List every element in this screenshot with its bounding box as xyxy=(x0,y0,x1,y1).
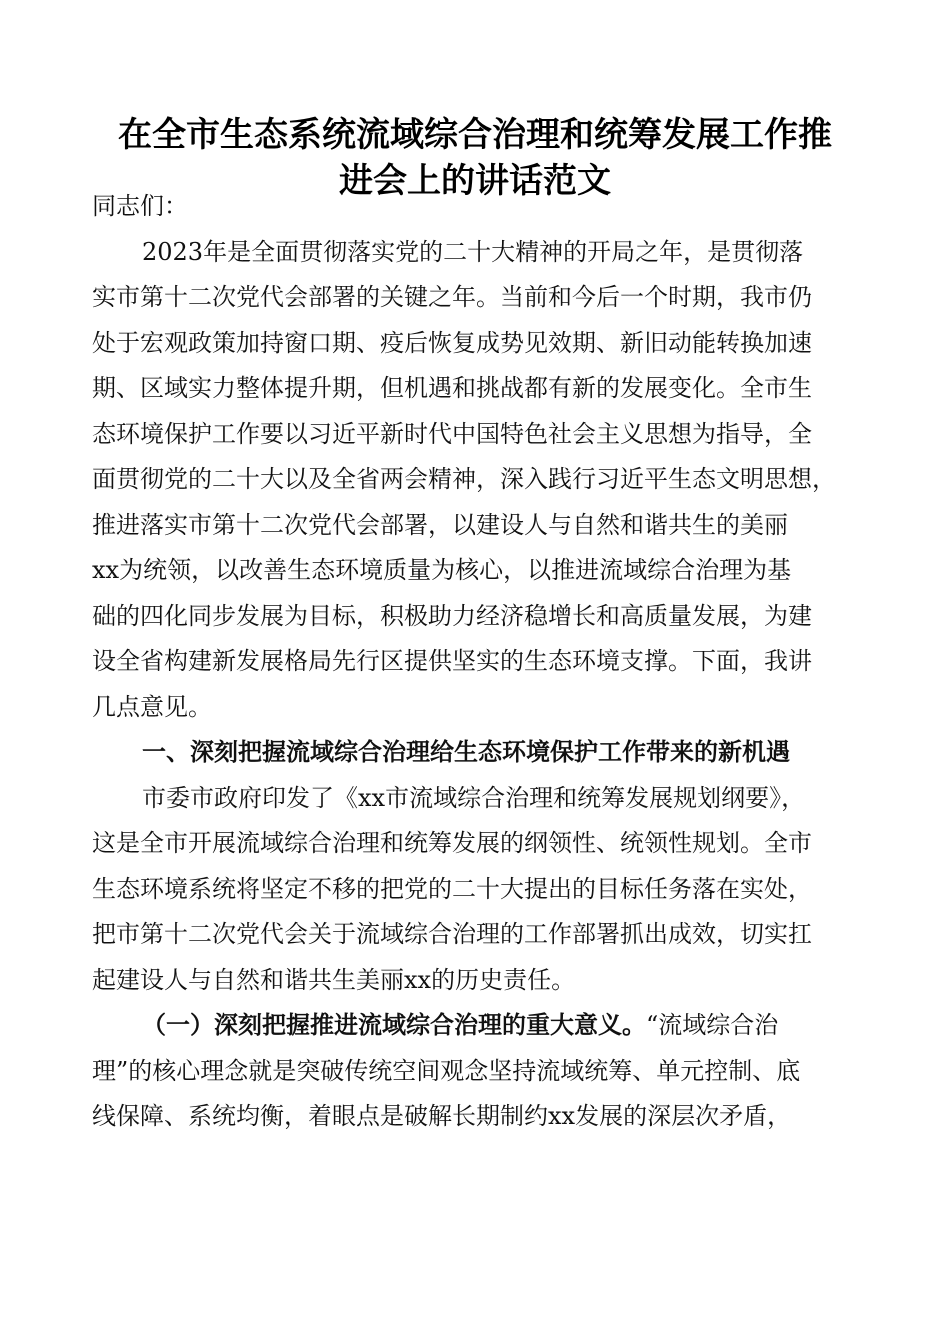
paragraph-subsection-1 xyxy=(92,1003,858,1140)
text-line: 理”的核心理念就是突破传统空间观念坚持流域统筹、单元控制、底 xyxy=(92,1056,801,1085)
paragraph-intro xyxy=(92,230,858,731)
text-line: 这是全市开展流域综合治理和统筹发展的纲领性、统领性规划。全市 xyxy=(92,829,812,857)
text-line: 2023年是全面贯彻落实党的二十大精神的开局之年，是贯彻落 xyxy=(142,237,804,266)
text-line: 几点意见。 xyxy=(92,692,212,721)
text-line: 础的四化同步发展为目标，积极助力经济稳增长和高质量发展，为建 xyxy=(92,601,812,630)
text-line: 态环境保护工作要以习近平新时代中国特色社会主义思想为指导，全 xyxy=(92,419,812,448)
text-line: 起建设人与自然和谐共生美丽xx的历史责任。 xyxy=(92,965,576,994)
text-line: 市委市政府印发了《xx市流域综合治理和统筹发展规划纲要》， xyxy=(142,783,806,812)
title-line: 进会上的讲话范文 xyxy=(339,161,611,201)
text-line: 生态环境系统将坚定不移的把党的二十大提出的目标任务落在实处， xyxy=(92,874,812,903)
text-line: 面贯彻党的二十大以及全省两会精神，深入践行习近平生态文明思想， xyxy=(92,465,836,493)
text-line: 期、区域实力整体提升期，但机遇和挑战都有新的发展变化。全市生 xyxy=(92,374,812,402)
document-body xyxy=(92,184,858,1140)
salutation: 同志们： xyxy=(92,192,188,220)
section-heading: 一、深刻把握流域综合治理给生态环境保护工作带来的新机遇 xyxy=(142,738,790,766)
text-line: 推进落实市第十二次党代会部署，以建设人与自然和谐共生的美丽 xyxy=(92,510,788,539)
text-line: 实市第十二次党代会部署的关键之年。当前和今后一个时期，我市仍 xyxy=(92,283,812,311)
subsection-first-line xyxy=(92,1003,858,1049)
paragraph-section-1 xyxy=(92,776,858,1004)
text-line: 处于宏观政策加持窗口期、疫后恢复成势见效期、新旧动能转换加速 xyxy=(92,328,812,357)
title-line: 在全市生态系统流域综合治理和统筹发展工作推 xyxy=(118,115,832,155)
text-line: 设全省构建新发展格局先行区提供坚实的生态环境支撑。下面，我讲 xyxy=(92,647,812,675)
text-line: xx为统领，以改善生态环境质量为核心，以推进流域综合治理为基 xyxy=(92,556,792,584)
subsection-text: “流域综合治 xyxy=(646,1011,779,1039)
subsection-heading: （一）深刻把握推进流域综合治理的重大意义。 xyxy=(142,1011,646,1039)
text-line: 线保障、系统均衡，着眼点是破解长期制约xx发展的深层次矛盾， xyxy=(92,1102,792,1130)
text-line: 把市第十二次党代会关于流域综合治理的工作部署抓出成效，切实扛 xyxy=(92,920,812,948)
